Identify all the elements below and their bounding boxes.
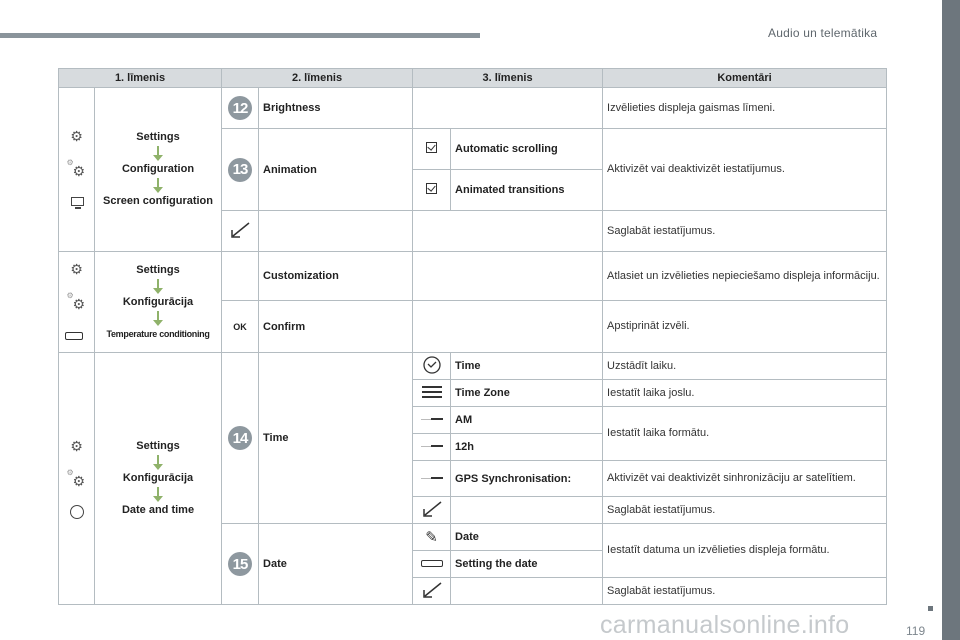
arrow-down-icon	[157, 279, 159, 289]
gps-sync-comment: Aktivizēt vai deaktivizēt sinhronizāciju ar satelītiem.	[603, 461, 887, 497]
gear-icon: ⚙	[70, 127, 83, 144]
12h-label: 12h	[451, 434, 603, 461]
arrow-down-icon	[157, 487, 159, 497]
badge-13: 13	[228, 158, 252, 182]
arrow-down-icon	[157, 455, 159, 465]
chapter-title: Audio un telemātika	[768, 26, 878, 40]
date-row-label: Date	[451, 524, 603, 551]
brightness-comment: Izvēlieties displeja gaismas līmeni.	[603, 88, 887, 129]
badge-14: 14	[228, 426, 252, 450]
col-header-level1: 1. līmenis	[59, 69, 222, 88]
menu-icon	[422, 383, 442, 401]
table-row	[59, 88, 887, 129]
save-comment: Saglabāt iestatījumus.	[603, 211, 887, 252]
am-label: AM	[451, 407, 603, 434]
confirm-label: Confirm	[259, 301, 413, 353]
step-settings: Settings	[136, 131, 180, 143]
time-row-label: Time	[451, 353, 603, 380]
step-konfiguracija: Konfigurācija	[122, 295, 194, 308]
arrow-down-icon	[157, 178, 159, 188]
ok-icon: OK	[233, 321, 247, 332]
automatic-scrolling-label: Automatic scrolling	[451, 129, 603, 170]
date-save-comment: Saglabāt iestatījumus.	[603, 578, 887, 605]
checkbox-icon	[426, 142, 437, 153]
col-header-level3: 3. līmenis	[413, 69, 603, 88]
brightness-label: Brightness	[259, 88, 413, 129]
date-format-comment: Iestatīt datuma un izvēlieties displeja formātu.	[603, 524, 887, 578]
gps-sync-label: GPS Synchronisation:	[451, 461, 603, 497]
step-date-and-time: Date and time	[121, 504, 195, 516]
checkbox-icon	[426, 183, 437, 194]
header-bar	[0, 33, 480, 38]
time-label: Time	[259, 353, 413, 524]
confirm-comment: Apstiprināt izvēli.	[603, 301, 887, 353]
table-row	[59, 252, 887, 301]
thermometer-icon	[65, 328, 89, 342]
time-zone-label: Time Zone	[451, 380, 603, 407]
time-save-comment: Saglabāt iestatījumus.	[603, 497, 887, 524]
clock-icon	[70, 505, 84, 519]
step-temperature-conditioning: Temperature conditioning	[106, 328, 210, 339]
watermark: carmanualsonline.info	[600, 611, 850, 639]
back-arrow-icon	[421, 582, 443, 598]
animation-comment: Aktivizēt vai deaktivizēt iestatījumus.	[603, 129, 887, 211]
gear-config-icon: ⚙ ⚙	[66, 291, 86, 312]
gear-icon: ⚙	[70, 437, 83, 454]
customization-label: Customization	[259, 252, 413, 301]
back-arrow-icon	[229, 222, 251, 238]
animation-label: Animation	[259, 129, 413, 211]
date-label: Date	[259, 524, 413, 605]
time-zone-comment: Iestatīt laika joslu.	[603, 380, 887, 407]
arrow-down-icon	[157, 311, 159, 321]
group2-icons	[59, 252, 95, 353]
col-header-comments: Komentāri	[603, 69, 887, 88]
time-row-comment: Uzstādīt laiku.	[603, 353, 887, 380]
gear-icon: ⚙	[70, 261, 83, 277]
group3-icons	[59, 353, 95, 605]
gear-config-icon: ⚙ ⚙	[66, 157, 86, 179]
time-format-comment: Iestatīt laika formātu.	[603, 407, 887, 461]
field-icon	[421, 560, 443, 567]
badge-15: 15	[228, 552, 252, 576]
setting-the-date-label: Setting the date	[451, 551, 603, 578]
slider-icon	[421, 415, 443, 423]
table-header	[59, 69, 887, 88]
step-configuration: Configuration	[121, 163, 195, 175]
side-stripe	[942, 0, 960, 640]
pencil-icon: ✎	[425, 529, 438, 546]
clock-icon	[422, 355, 442, 375]
page-number: 119	[906, 624, 926, 638]
animated-transitions-label: Animated transitions	[451, 170, 603, 211]
step-screen-configuration: Screen configuration	[102, 195, 214, 207]
table-row	[59, 353, 887, 380]
customization-comment: Atlasiet un izvēlieties nepieciešamo displeja informāciju.	[603, 252, 887, 301]
group2-path	[95, 252, 222, 353]
badge-12: 12	[228, 96, 252, 120]
col-header-level2: 2. līmenis	[222, 69, 413, 88]
arrow-down-icon	[157, 146, 159, 156]
gear-config-icon: ⚙ ⚙	[66, 467, 86, 489]
page-marker	[928, 606, 933, 611]
settings-table	[58, 68, 887, 605]
step-settings: Settings	[136, 263, 180, 276]
slider-icon	[421, 474, 443, 482]
step-settings: Settings	[136, 440, 180, 452]
group1-path	[95, 88, 222, 252]
monitor-icon	[68, 195, 86, 211]
slider-icon	[421, 442, 443, 450]
back-arrow-icon	[421, 501, 443, 517]
group1-icons	[59, 88, 95, 252]
step-konfiguracija: Konfigurācija	[122, 472, 194, 484]
group3-path	[95, 353, 222, 605]
